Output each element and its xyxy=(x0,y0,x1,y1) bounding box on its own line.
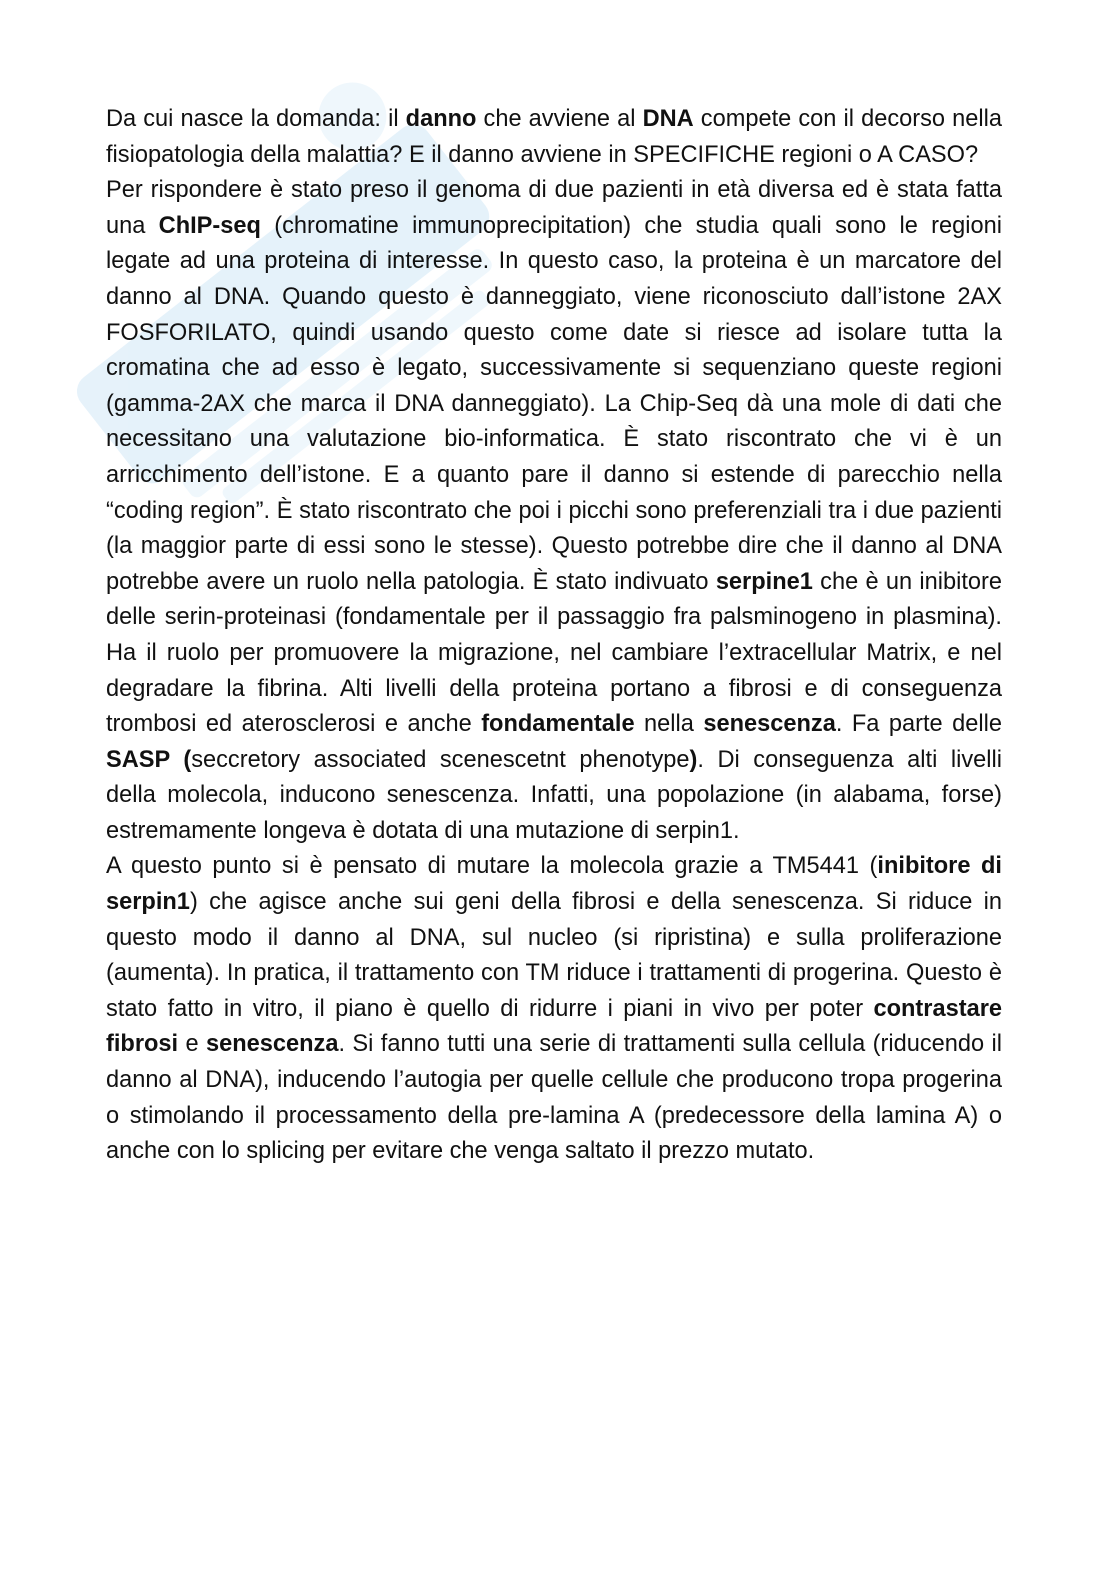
text-run: . Si fanno tutti una serie di trattamenti sulla cellula (riducendo il danno al DNA), inducendo l’autogia per quelle cellule che producono tropa progerina o stimolando il processamento della pre-lamina A (predecessore della lamina A) o anche con lo splicing per evitare che venga saltato il prezzo mutato. xyxy=(106,1031,1002,1165)
bold-term: ) xyxy=(689,746,698,773)
text-run: . Di conseguenza alti livelli della molecola, inducono senescenza. Infatti, una popolazione (in alabama, forse) estremamente longeva è dotata di una mutazione di serpin1. xyxy=(106,746,1002,844)
text-run: che è un inibitore delle serin-proteinasi (fondamentale per il passaggio fra palsminogeno in plasmina). Ha il ruolo per promuovere la migrazione, nel cambiare l’extracellular Matrix, e nel degradare la fibrina. Alti livelli della proteina portano a fibrosi e di conseguenza trombosi ed aterosclerosi e anche xyxy=(106,568,1002,738)
text-run: nella xyxy=(634,711,704,738)
bold-term: senescenza xyxy=(206,1031,339,1058)
bold-term: contrastare fibrosi xyxy=(106,995,1002,1058)
paragraph-2 xyxy=(106,173,1002,849)
bold-term: SASP ( xyxy=(106,746,192,773)
paragraph-1 xyxy=(106,102,1002,173)
text-run: A questo punto si è pensato di mutare la molecola grazie a TM5441 ( xyxy=(106,853,878,880)
text-run: compete con il decorso nella fisiopatologia della malattia? E il danno avviene in SPECIFICHE regioni o A CASO? xyxy=(106,106,1002,168)
text-run: Da cui nasce la domanda: il xyxy=(106,106,406,132)
text-run: Per rispondere è stato preso il genoma di due pazienti in età diversa ed è stata fatta una xyxy=(106,177,1002,239)
bold-term: fondamentale xyxy=(481,711,635,738)
bold-term: DNA xyxy=(642,106,694,132)
bold-term: serpine1 xyxy=(715,568,813,595)
text-run: seccretory associated scenescetnt phenotype xyxy=(191,746,690,773)
text-run: . Fa parte delle xyxy=(835,711,1002,738)
text-run: ) che agisce anche sui geni della fibrosi e della senescenza. Si riduce in questo modo il danno al DNA, sul nucleo (si ripristina) e sulla proliferazione (aumenta). In pratica, il trattamento con TM riduce i trattamenti di progerina. Questo è stato fatto in vitro, il piano è quello di ridurre i piani in vivo per poter xyxy=(106,889,1002,1022)
bold-term: senescenza xyxy=(703,711,836,738)
text-run: e xyxy=(178,1031,206,1058)
document-body xyxy=(106,102,1002,1170)
bold-term: inibitore di serpin1 xyxy=(106,853,1002,916)
text-run: (chromatine immunoprecipitation) che studia quali sono le regioni legate ad una proteina di interesse. In questo caso, la proteina è un marcatore del danno al DNA. Quando questo è danneggiato, viene riconosciuto dall’istone 2AX FOSFORILATO, quindi usando questo come date si riesce ad isolare tutta la cromatina che ad esso è legato, successivamente si sequenziano queste regioni (gamma-2AX che marca il DNA danneggiato). La Chip-Seq dà una mole di dati che necessitano una valutazione bio-informatica. È stato riscontrato che vi è un arricchimento dell’istone. E a quanto pare il danno si estende di parecchio nella “coding region”. È stato riscontrato che poi i picchi sono preferenziali tra i due pazienti (la maggior parte di essi sono le stesse). Questo potrebbe dire che il danno al DNA potrebbe avere un ruolo nella patologia. È stato indivuato xyxy=(106,212,1002,595)
bold-term: danno xyxy=(405,106,477,132)
text-run: che avviene al xyxy=(476,106,643,132)
paragraph-3 xyxy=(106,849,1002,1169)
bold-term: ChIP-seq xyxy=(158,212,261,239)
